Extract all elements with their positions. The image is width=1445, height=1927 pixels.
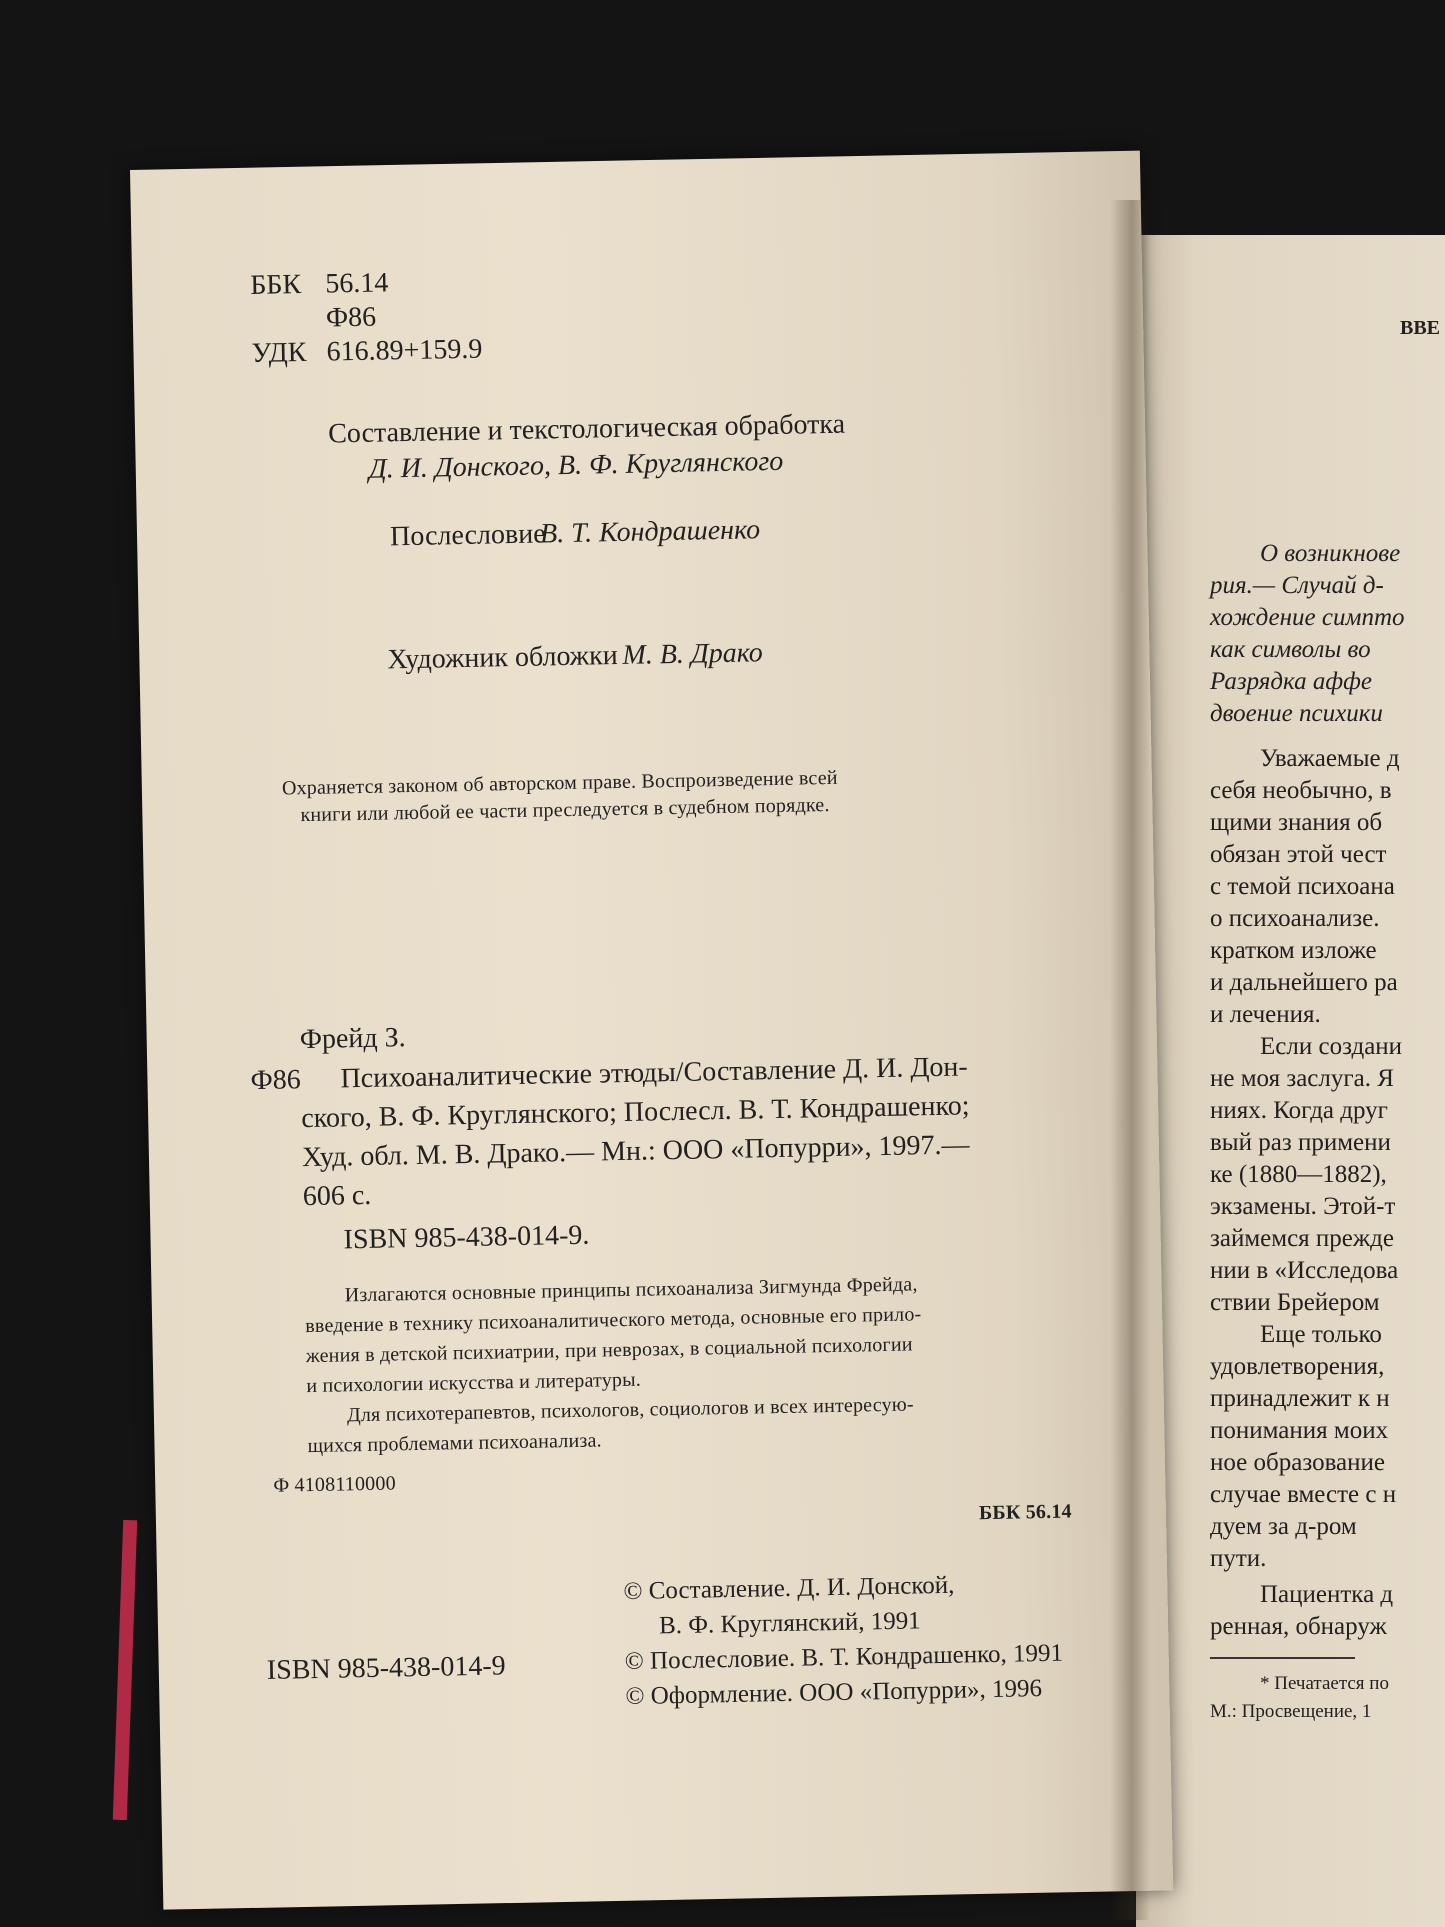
- bbk-label: ББК: [250, 269, 302, 301]
- body-line: обязан этой чест: [1210, 841, 1387, 868]
- body-line: случае вместе с н: [1210, 1481, 1397, 1508]
- catalog-line: ского, В. Ф. Круглянского; Послесл. В. Т. Кондрашенко;: [301, 1090, 970, 1135]
- annotation-line: и психологии искусства и литературы.: [306, 1368, 642, 1398]
- right-page-text: [1185, 285, 1445, 1805]
- italic-line: О возникнове: [1260, 540, 1401, 567]
- body-line: Если создани: [1260, 1033, 1403, 1060]
- catalog-line: Худ. обл. М. В. Драко.— Мн.: ООО «Попурри», 1997.—: [301, 1129, 970, 1174]
- body-line: ниях. Когда друг: [1210, 1097, 1388, 1124]
- copyright-line: В. Ф. Круглянский, 1991: [658, 1607, 921, 1640]
- italic-line: Разрядка аффе: [1210, 668, 1372, 695]
- body-line: удовлетворения,: [1210, 1353, 1385, 1380]
- left-page-text: [250, 254, 1131, 1870]
- annotation-line: щихся проблемами психоанализа.: [307, 1429, 602, 1458]
- body-line: себя необычно, в: [1210, 777, 1392, 804]
- annotation-line: Излагаются основные принципы психоанализа Зигмунда Фрейда,: [344, 1273, 918, 1307]
- copyright-line: © Оформление. ООО «Попурри», 1996: [625, 1675, 1043, 1711]
- body-line: ствии Брейером: [1210, 1289, 1380, 1316]
- cover-artist-label: Художник обложки: [387, 640, 619, 676]
- body-line: не моя заслуга. Я: [1210, 1065, 1394, 1092]
- italic-line: рия.— Случай д-: [1210, 572, 1384, 599]
- f-code: Ф 4108110000: [273, 1472, 397, 1497]
- compilation-label: Составление и текстологическая обработка: [327, 408, 846, 450]
- body-line: о психоанализе.: [1210, 905, 1380, 932]
- annotation-line: жения в детской психиатрии, при неврозах, в социальной психологии: [305, 1333, 913, 1368]
- footnote-line: М.: Просвещение, 1: [1210, 1701, 1372, 1722]
- catalog-mark: Ф86: [250, 1064, 301, 1097]
- catalog-line: Психоаналитические этюды/Составление Д. И. Дон-: [340, 1051, 968, 1095]
- body-line: ное образование: [1210, 1449, 1385, 1476]
- compilers: Д. И. Донского, В. Ф. Круглянского: [368, 445, 784, 485]
- copyright-notice-line: Охраняется законом об авторском праве. Воспроизведение всей: [281, 766, 838, 800]
- body-line: Еще только: [1260, 1321, 1382, 1348]
- footnote-line: * Печатается по: [1260, 1673, 1389, 1694]
- udk-value: 616.89+159.9: [326, 333, 483, 368]
- footnote-rule: [1210, 1657, 1355, 1659]
- body-line: и дальнейшего ра: [1210, 969, 1398, 996]
- isbn-catalog: ISBN 985-438-014-9.: [343, 1219, 590, 1256]
- cover-artist: М. В. Драко: [622, 637, 764, 671]
- italic-line: как символы во: [1210, 636, 1371, 663]
- udk-label: УДК: [251, 336, 307, 369]
- copyright-line: © Составление. Д. И. Донской,: [623, 1571, 955, 1606]
- italic-line: хождение симпто: [1210, 604, 1405, 631]
- body-line: Пациентка д: [1260, 1581, 1394, 1608]
- afterword-label: Послесловие: [389, 518, 546, 553]
- body-line: принадлежит к н: [1210, 1385, 1390, 1412]
- bbk-value: 56.14: [324, 267, 389, 300]
- body-line: и лечения.: [1210, 1001, 1321, 1028]
- body-line: займемся прежде: [1210, 1225, 1394, 1252]
- body-line: нии в «Исследова: [1210, 1257, 1399, 1284]
- chapter-header-fragment: ВВЕ: [1400, 317, 1441, 339]
- isbn-bottom: ISBN 985-438-014-9: [266, 1650, 506, 1686]
- annotation-line: введение в технику психоаналитического метода, основные его прило-: [305, 1303, 922, 1338]
- body-line: ренная, обнаруж: [1210, 1613, 1387, 1640]
- body-line: ке (1880—1882),: [1210, 1161, 1387, 1188]
- body-line: Уважаемые д: [1260, 745, 1400, 772]
- body-line: пути.: [1210, 1545, 1267, 1572]
- italic-line: двоение психики: [1210, 700, 1383, 727]
- author-mark: Ф86: [325, 301, 377, 334]
- afterword-author: В. Т. Кондрашенко: [539, 514, 761, 550]
- catalog-line: 606 с.: [302, 1179, 372, 1213]
- body-line: вый раз примени: [1210, 1129, 1391, 1156]
- catalog-author: Фрейд З.: [299, 1022, 406, 1056]
- body-line: кратком изложе: [1210, 937, 1377, 964]
- copyright-notice-line: книги или любой ее части преследуется в судебном порядке.: [300, 793, 830, 827]
- annotation-line: Для психотерапевтов, психологов, социологов и всех интересую-: [346, 1393, 914, 1427]
- body-line: дуем за д-ром: [1210, 1513, 1357, 1540]
- body-line: понимания моих: [1210, 1417, 1389, 1444]
- bbk-bottom: ББК 56.14: [978, 1500, 1072, 1525]
- body-line: экзамены. Этой-т: [1210, 1193, 1396, 1220]
- body-line: щими знания об: [1210, 809, 1383, 836]
- copyright-line: © Послесловие. В. Т. Кондрашенко, 1991: [624, 1639, 1064, 1676]
- red-cover-edge: [113, 1520, 137, 1820]
- body-line: с темой психоана: [1210, 873, 1395, 900]
